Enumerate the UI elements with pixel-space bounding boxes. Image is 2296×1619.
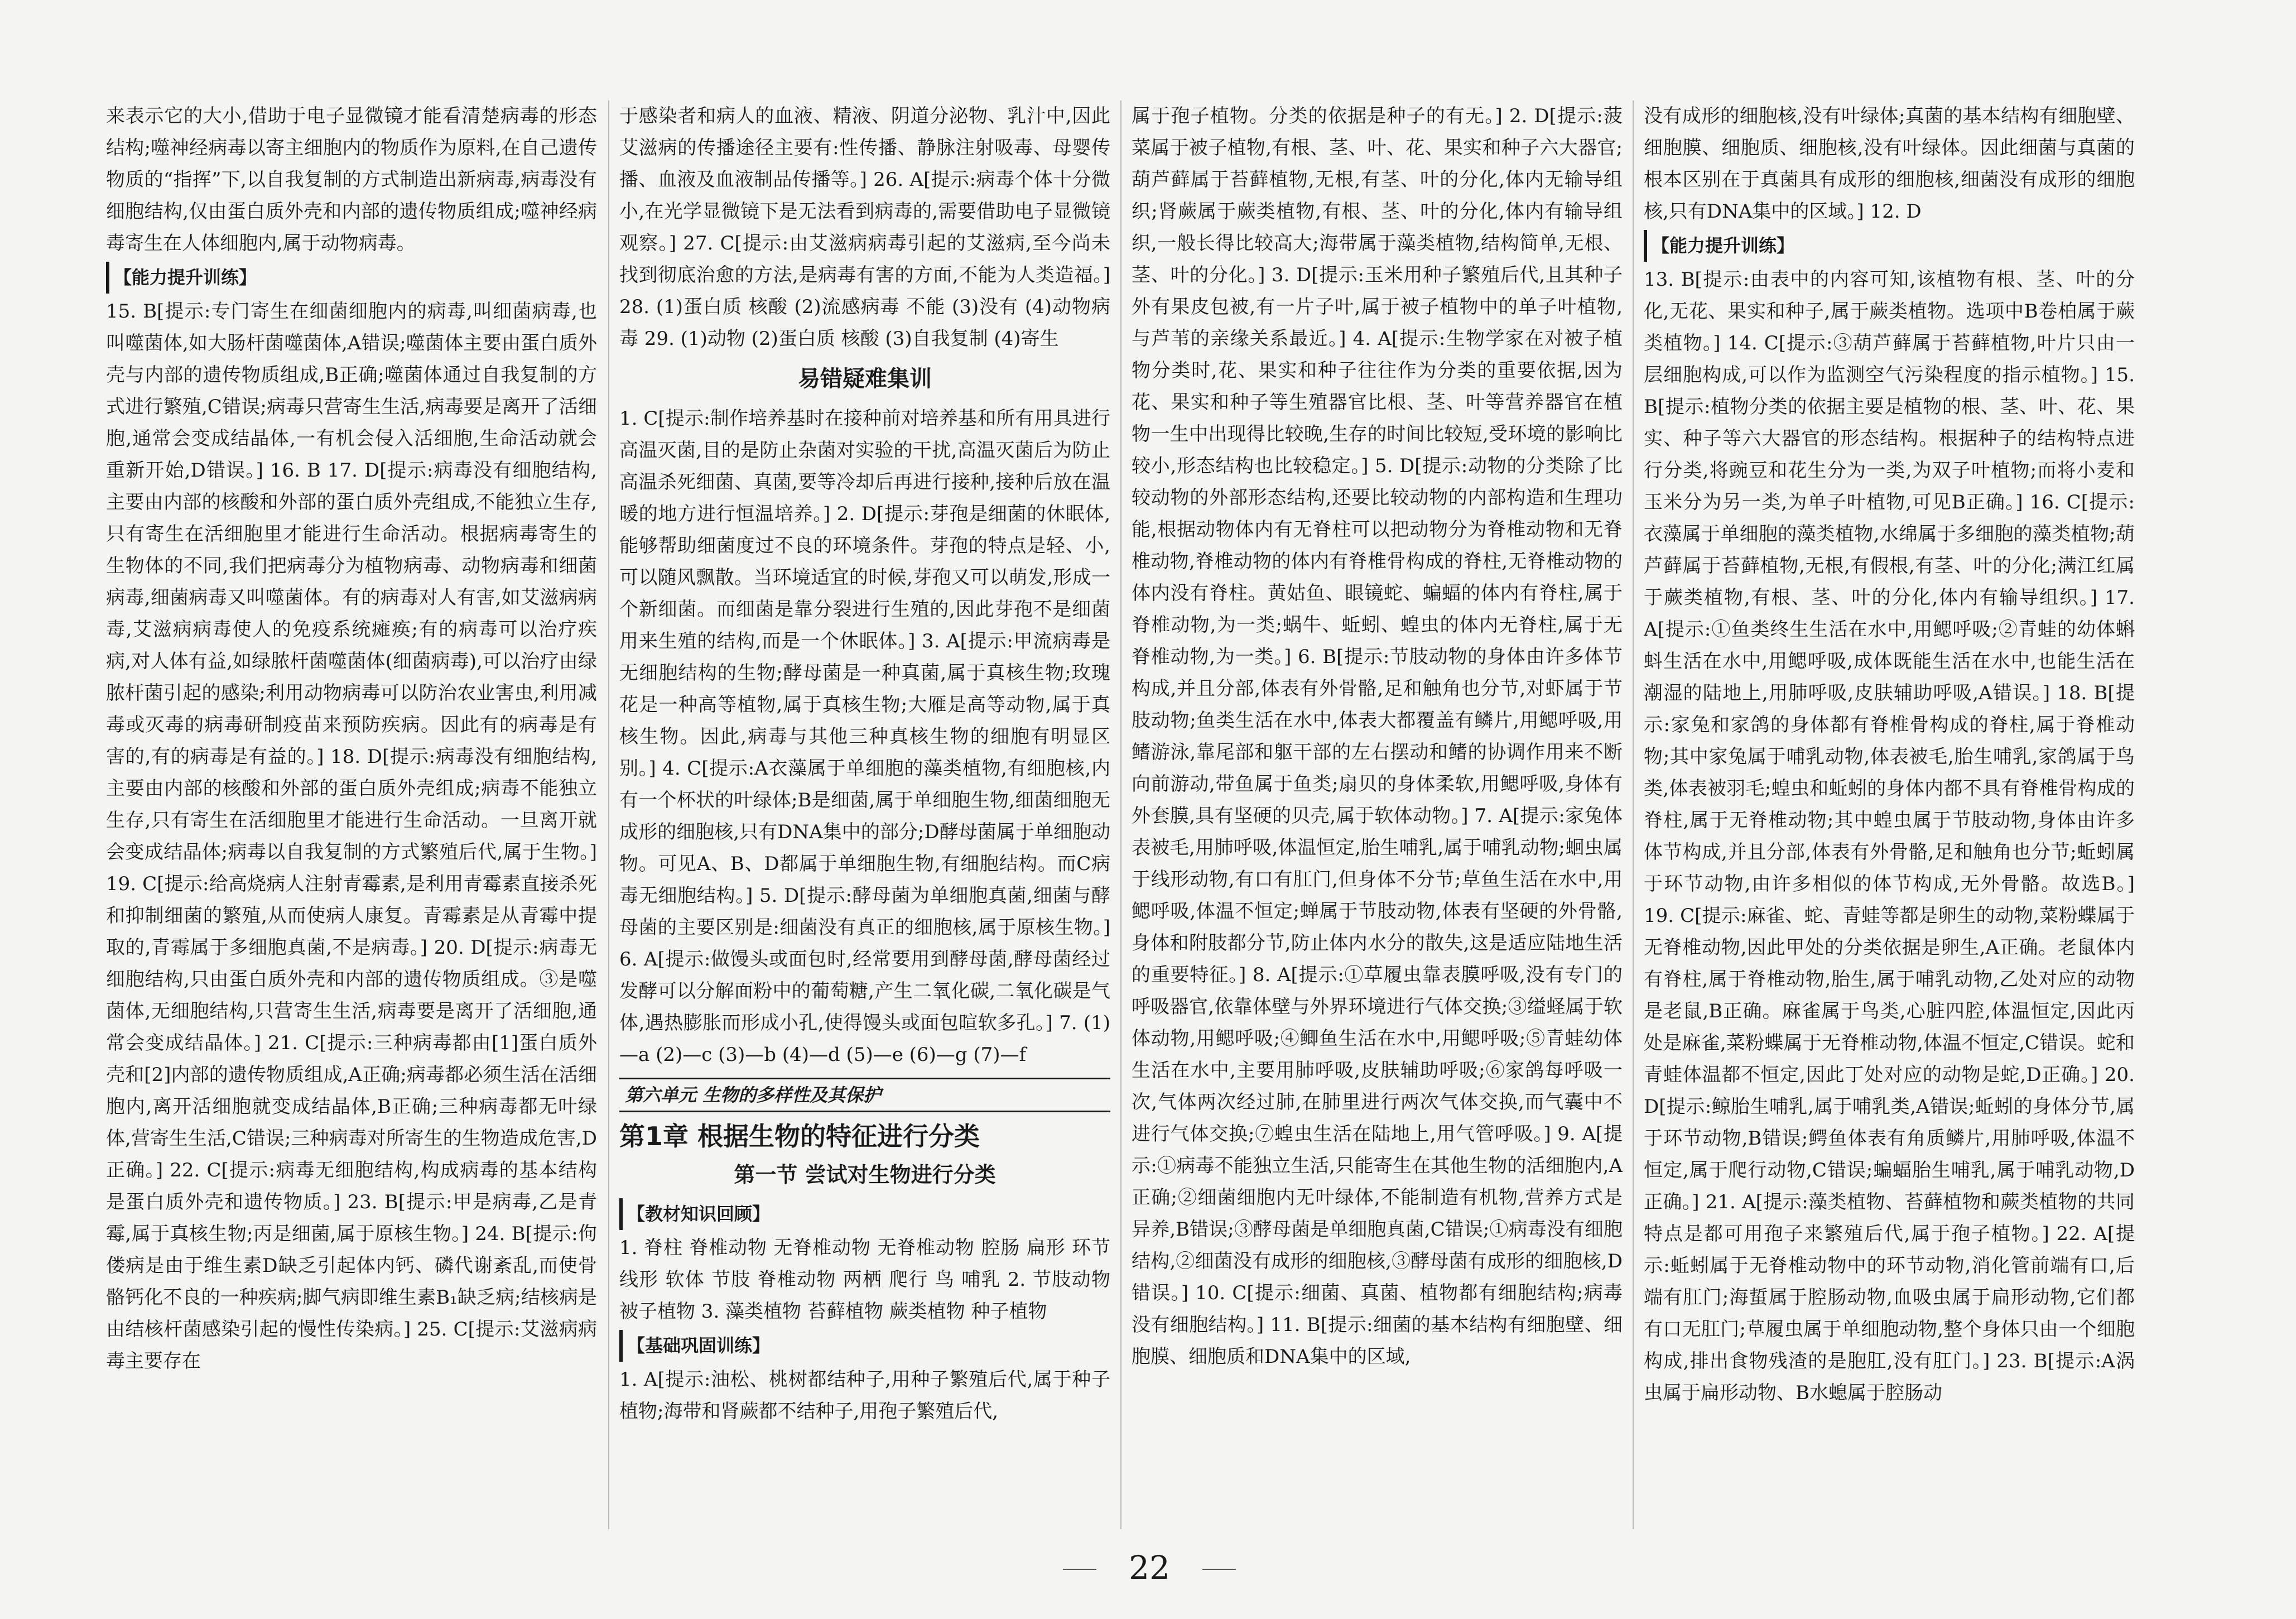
paragraph: 属于孢子植物。分类的依据是种子的有无。] 2. D[提示:菠菜属于被子植物,有根、茎、叶、花、果实和种子六大器官;葫芦藓属于苔藓植物,无根,有茎、叶的分化,体内无输导组织;肾蕨属于蕨类植物,有根、茎、叶的分化,体内有输导组织,一般长得比较高大;海带属于藻类植物,结构简单,无根、茎、叶的分化。] 3. D[提示:玉米用种子繁殖后代,且其种子外有果皮包被,有一片子叶,属于被子植物中的单子叶植物,与芦苇的亲缘关系最近。] 4. A[提示:生物学家在对被子植物分类时,花、果实和种子往往作为分类的重要依据,因为花、果实和种子等生殖器官比根、茎、叶等营养器官在植物一生中出现得比较晚,生存的时间比较短,受环境的影响比较小,形态结构也比较稳定。] 5. D[提示:动物的分类除了比较动物的外部形态结构,还要比较动物的内部构造和生理功能,根据动物体内有无脊柱可以把动物分为脊椎动物和无脊椎动物,脊椎动物的体内有脊椎骨构成的脊柱,无脊椎动物的体内没有脊柱。黄姑鱼、眼镜蛇、蝙蝠的体内有脊柱,属于脊椎动物,为一类;蜗牛、蚯蚓、蝗虫的体内无脊柱,属于无脊椎动物,为一类。] 6. B[提示:节肢动物的身体由许多体节构成,并且分部,体表有外骨骼,足和触角也分节,对虾属于节肢动物;鱼类生活在水中,体表大都覆盖有鳞片,用鳃呼吸,用鳍游泳,靠尾部和躯干部的左右摆动和鳍的协调作用来不断向前游动,带鱼属于鱼类;扇贝的身体柔软,用鳃呼吸,身体有外套膜,具有坚硬的贝壳,属于软体动物。] 7. A[提示:家兔体表被毛,用肺呼吸,体温恒定,胎生哺乳,属于哺乳动物;蛔虫属于线形动物,有口有肛门,但身体不分节;草鱼生活在水中,用鳃呼吸,体温不恒定;蝉属于节肢动物,体表有坚硬的外骨骼,身体和附肢都分节,防止体内水分的散失,这是适应陆地生活的重要特征。] 8. A[提示:①草履虫靠表膜呼吸,没有专门的呼吸器官,依靠体壁与外界环境进行气体交换;③缢蛏属于软体动物,用鳃呼吸;④鲫鱼生活在水中,用鳃呼吸;⑤青蛙幼体生活在水中,主要用肺呼吸,皮肤辅助呼吸;⑥家鸽每呼吸一次,气体两次经过肺,在肺里进行两次气体交换,而气囊中不进行气体交换;⑦蝗虫生活在陆地上,用气管呼吸。] 9. A[提示:①病毒不能独立生活,只能寄生在其他生物的活细胞内,A正确;②细菌细胞内无叶绿体,不能制造有机物,营养方式是异养,B错误;③酵母菌是单细胞真菌,C错误;①病毒没有细胞结构,②细菌没有成形的细胞核,③酵母菌有成形的细胞核,D错误。] 10. C[提示:细菌、真菌、植物都有细胞结构;病毒没有细胞结构。] 11. B[提示:细菌的基本结构有细胞壁、细胞膜、细胞质和DNA集中的区域, [1132, 105, 1623, 1368]
section-badge: 【能力提升训练】 [106, 262, 257, 294]
paragraph: 13. B[提示:由表中的内容可知,该植物有根、茎、叶的分化,无花、果实和种子,属于蕨类植物。选项中B卷柏属于蕨类植物。] 14. C[提示:③葫芦藓属于苔藓植物,叶片只由一层细胞构成,可以作为监测空气污染程度的指示植物。] 15. B[提示:植物分类的依据主要是植物的根、茎、叶、花、果实、种子等六大器官的形态结构。根据种子的结构特点进行分类,将豌豆和花生分为一类,为双子叶植物;而将小麦和玉米分为另一类,为单子叶植物,可见B正确。] 16. C[提示:衣藻属于单细胞的藻类植物,水绵属于多细胞的藻类植物;葫芦藓属于苔藓植物,无根,有假根,有茎、叶的分化;满江红属于蕨类植物,有根、茎、叶的分化,体内有输导组织。] 17. A[提示:①鱼类终生生活在水中,用鳃呼吸;②青蛙的幼体蝌蚪生活在水中,用鳃呼吸,成体既能生活在水中,也能生活在潮湿的陆地上,用肺呼吸,皮肤辅助呼吸,A错误。] 18. B[提示:家兔和家鸽的身体都有脊椎骨构成的脊柱,属于脊椎动物;其中家兔属于哺乳动物,体表被毛,胎生哺乳,家鸽属于鸟类,体表被羽毛;蝗虫和蚯蚓的身体内都不具有脊椎骨构成的脊柱,属于无脊椎动物;其中蝗虫属于节肢动物,身体由许多体节构成,并且分部,体表有外骨骼,足和触角也分节;蚯蚓属于环节动物,由许多相似的体节构成,无外骨骼。故选B。] 19. C[提示:麻雀、蛇、青蛙等都是卵生的动物,菜粉蝶属于无脊椎动物,因此甲处的分类依据是卵生,A正确。老鼠体内有脊柱,属于脊椎动物,胎生,属于哺乳动物,乙处对应的动物是老鼠,B正确。麻雀属于鸟类,心脏四腔,体温恒定,因此丙处是麻雀,菜粉蝶属于无脊椎动物,体温不恒定,C错误。蛇和青蛙体温都不恒定,因此丁处对应的动物是蛇,D正确。] 20. D[提示:鲸胎生哺乳,属于哺乳类,A错误;蚯蚓的身体分节,属于环节动物,B错误;鳄鱼体表有角质鳞片,用肺呼吸,体温不恒定,属于爬行动物,C错误;蝙蝠胎生哺乳,属于哺乳动物,D正确。] 21. A[提示:藻类植物、苔藓植物和蕨类植物的共同特点是都可用孢子来繁殖后代,属于孢子植物。] 22. A[提示:蚯蚓属于无脊椎动物中的环节动物,消化管前端有口,后端有肛门;海蜇属于腔肠动物,血吸虫属于扁形动物,它们都有口无肛门;草履虫属于单细胞动物,整个身体只由一个细胞构成,排出食物残渣的是胞肛,没有肛门。] 23. B[提示:A涡虫属于扁形动物、B水螅属于腔肠动 [1644, 268, 2135, 1404]
paragraph: 15. B[提示:专门寄生在细菌细胞内的病毒,叫细菌病毒,也叫噬菌体,如大肠杆菌噬菌体,A错误;噬菌体主要由蛋白质外壳与内部的遗传物质组成,B正确;噬菌体通过自我复制的方式进行繁殖,C错误;病毒只营寄生生活,病毒要是离开了活细胞,通常会变成结晶体,一有机会侵入活细胞,生命活动就会重新开始,D错误。] 16. B 17. D[提示:病毒没有细胞结构,主要由内部的核酸和外部的蛋白质外壳组成,不能独立生存,只有寄生在活细胞里才能进行生命活动。根据病毒寄生的生物体的不同,我们把病毒分为植物病毒、动物病毒和细菌病毒,细菌病毒又叫噬菌体。有的病毒对人有害,如艾滋病病毒,艾滋病病毒使人的免疫系统瘫痪;有的病毒可以治疗疾病,对人体有益,如绿脓杆菌噬菌体(细菌病毒),可以治疗由绿脓杆菌引起的感染;利用动物病毒可以防治农业害虫,利用减毒或灭毒的病毒研制疫苗来预防疾病。因此有的病毒是有害的,有的病毒是有益的。] 18. D[提示:病毒没有细胞结构,主要由内部的核酸和外部的蛋白质外壳组成;病毒不能独立生存,只有寄生在活细胞里才能进行生命活动。一旦离开就会变成结晶体;病毒以自我复制的方式繁殖后代,属于生物。] 19. C[提示:给高烧病人注射青霉素,是利用青霉素直接杀死和抑制细菌的繁殖,从而使病人康复。青霉素是从青霉中提取的,青霉属于多细胞真菌,不是病毒。] 20. D[提示:病毒无细胞结构,只由蛋白质外壳和内部的遗传物质组成。③是噬菌体,无细胞结构,只营寄生生活,病毒要是离开了活细胞,通常会变成结晶体。] 21. C[提示:三种病毒都由[1]蛋白质外壳和[2]内部的遗传物质组成,A正确;病毒都必须生活在活细胞内,离开活细胞就变成结晶体,B正确;三种病毒都无叶绿体,营寄生生活,C错误;三种病毒对所寄生的生物造成危害,D正确。] 22. C[提示:病毒无细胞结构,构成病毒的基本结构是蛋白质外壳和遗传物质。] 23. B[提示:甲是病毒,乙是青霉,属于真核生物;丙是细菌,属于原核生物。] 24. B[提示:佝偻病是由于维生素D缺乏引起体内钙、磷代谢紊乱,而使骨骼钙化不良的一种疾病;脚气病即维生素B₁缺乏病;结核病是由结核杆菌感染引起的慢性传染病。] 25. C[提示:艾滋病病毒主要存在 [106, 300, 597, 1372]
text-column-3 [1132, 100, 1623, 1529]
page-number: 22 [1094, 1549, 1205, 1587]
text-column-2 [619, 100, 1110, 1529]
section-subtitle: 第一节 尝试对生物进行分类 [734, 1162, 996, 1187]
section-title: 易错疑难集训 [798, 366, 932, 392]
chapter-title: 第1章 根据生物的特征进行分类 [619, 1121, 980, 1151]
text-column-4 [1644, 100, 2135, 1529]
column-divider [1120, 100, 1121, 1529]
paragraph: 1. A[提示:油松、桃树都结种子,用种子繁殖后代,属于种子植物;海带和肾蕨都不结种子,用孢子繁殖后代, [619, 1368, 1110, 1423]
paragraph: 于感染者和病人的血液、精液、阴道分泌物、乳汁中,因此艾滋病的传播途径主要有:性传播、静脉注射吸毒、母婴传播、血液及血液制品传播等。] 26. A[提示:病毒个体十分微小,在光学显微镜下是无法看到病毒的,需要借助电子显微镜观察。] 27. C[提示:由艾滋病病毒引起的艾滋病,至今尚未找到彻底治愈的方法,是病毒有害的方面,不能为人类造福。] 28. (1)蛋白质 核酸 (2)流感病毒 不能 (3)没有 (4)动物病毒 29. (1)动物 (2)蛋白质 核酸 (3)自我复制 (4)寄生 [619, 105, 1110, 350]
column-divider [1633, 100, 1634, 1529]
paragraph: 没有成形的细胞核,没有叶绿体;真菌的基本结构有细胞壁、细胞膜、细胞质、细胞核,没有叶绿体。因此细菌与真菌的根本区别在于真菌具有成形的细胞核,细菌没有成形的细胞核,只有DNA集中的区域。] 12. D [1644, 105, 2135, 223]
column-divider [608, 100, 609, 1529]
unit-header: 第六单元 生物的多样性及其保护 [619, 1078, 1110, 1112]
section-badge: 【教材知识回顾】 [619, 1198, 770, 1230]
paragraph: 1. C[提示:制作培养基时在接种前对培养基和所有用具进行高温灭菌,目的是防止杂菌对实验的干扰,高温灭菌后为防止高温杀死细菌、真菌,要等冷却后再进行接种,接种后放在温暖的地方进行恒温培养。] 2. D[提示:芽孢是细菌的休眠体,能够帮助细菌度过不良的环境条件。芽孢的特点是轻、小,可以随风飘散。当环境适宜的时候,芽孢又可以萌发,形成一个新细菌。而细菌是靠分裂进行生殖的,因此芽孢不是细菌用来生殖的结构,而是一个休眠体。] 3. A[提示:甲流病毒是无细胞结构的生物;酵母菌是一种真菌,属于真核生物;玫瑰花是一种高等植物,属于真核生物;大雁是高等动物,属于真核生物。因此,病毒与其他三种真核生物的细胞有明显区别。] 4. C[提示:A衣藻属于单细胞的藻类植物,有细胞核,内有一个杯状的叶绿体;B是细菌,属于单细胞生物,细菌细胞无成形的细胞核,只有DNA集中的部分;D酵母菌属于单细胞动物。可见A、B、D都属于单细胞生物,有细胞结构。而C病毒无细胞结构。] 5. D[提示:酵母菌为单细胞真菌,细菌与酵母菌的主要区别是:细菌没有真正的细胞核,属于原核生物。] 6. A[提示:做馒头或面包时,经常要用到酵母菌,酵母菌经过发酵可以分解面粉中的葡萄糖,产生二氧化碳,二氧化碳是气体,遇热膨胀而形成小孔,使得馒头或面包暄软多孔。] 7. (1)—a (2)—c (3)—b (4)—d (5)—e (6)—g (7)—f [619, 407, 1110, 1066]
section-badge: 【基础巩固训练】 [619, 1330, 770, 1362]
section-badge: 【能力提升训练】 [1644, 230, 1794, 262]
paragraph: 1. 脊柱 脊椎动物 无脊椎动物 无脊椎动物 腔肠 扁形 环节 线形 软体 节肢 脊椎动物 两栖 爬行 鸟 哺乳 2. 节肢动物 被子植物 3. 藻类植物 苔藓植物 蕨类植物 种子植物 [619, 1237, 1110, 1323]
paragraph: 来表示它的大小,借助于电子显微镜才能看清楚病毒的形态结构;噬神经病毒以寄主细胞内的物质作为原料,在自己遗传物质的“指挥”下,以自我复制的方式制造出新病毒,病毒没有细胞结构,仅由蛋白质外壳和内部的遗传物质组成;噬神经病毒寄生在人体细胞内,属于动物病毒。 [106, 105, 597, 254]
text-column-1 [106, 100, 597, 1529]
